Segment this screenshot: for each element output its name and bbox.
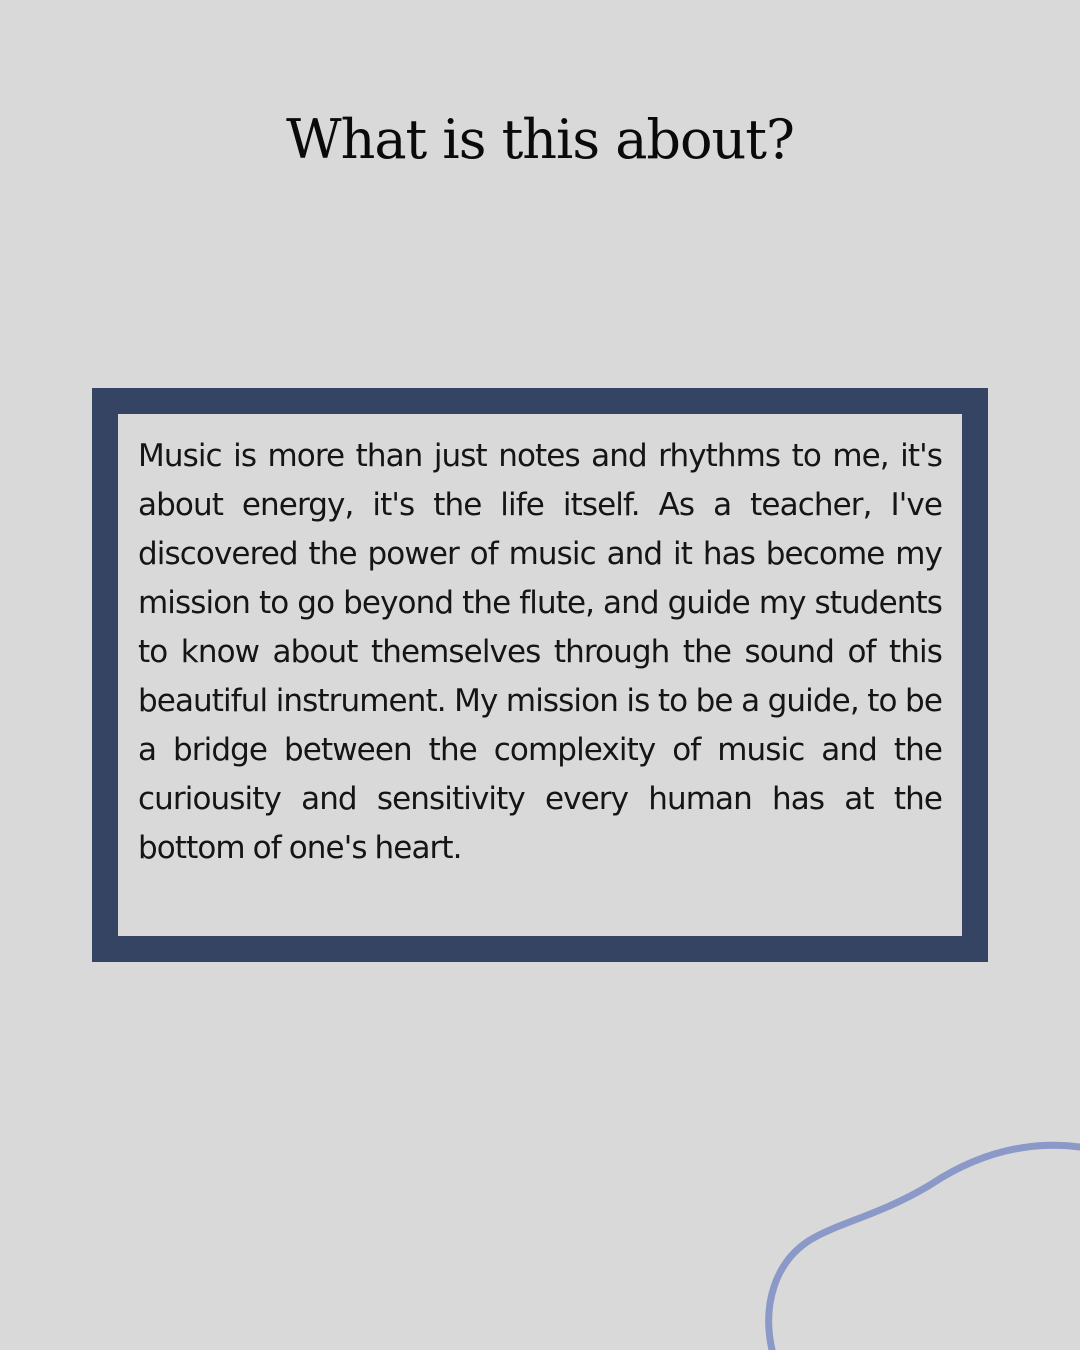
page-title: What is this about? <box>286 108 794 171</box>
text-frame-inner <box>118 414 962 936</box>
swirl-line <box>769 1145 1080 1350</box>
body-paragraph: Music is more than just notes and rhythms to me, it's about energy, it's the life itself. As a teacher, I've discovered the power of music and it has become my mission to go beyond the flute, and guide my students to know about themselves through the sound of this beautiful instrument. My mission is to be a guide, to be a bridge between the complexity of music and the curiousity and sensitivity every human has at the bottom of one's heart. <box>138 438 942 866</box>
text-frame <box>92 388 988 962</box>
